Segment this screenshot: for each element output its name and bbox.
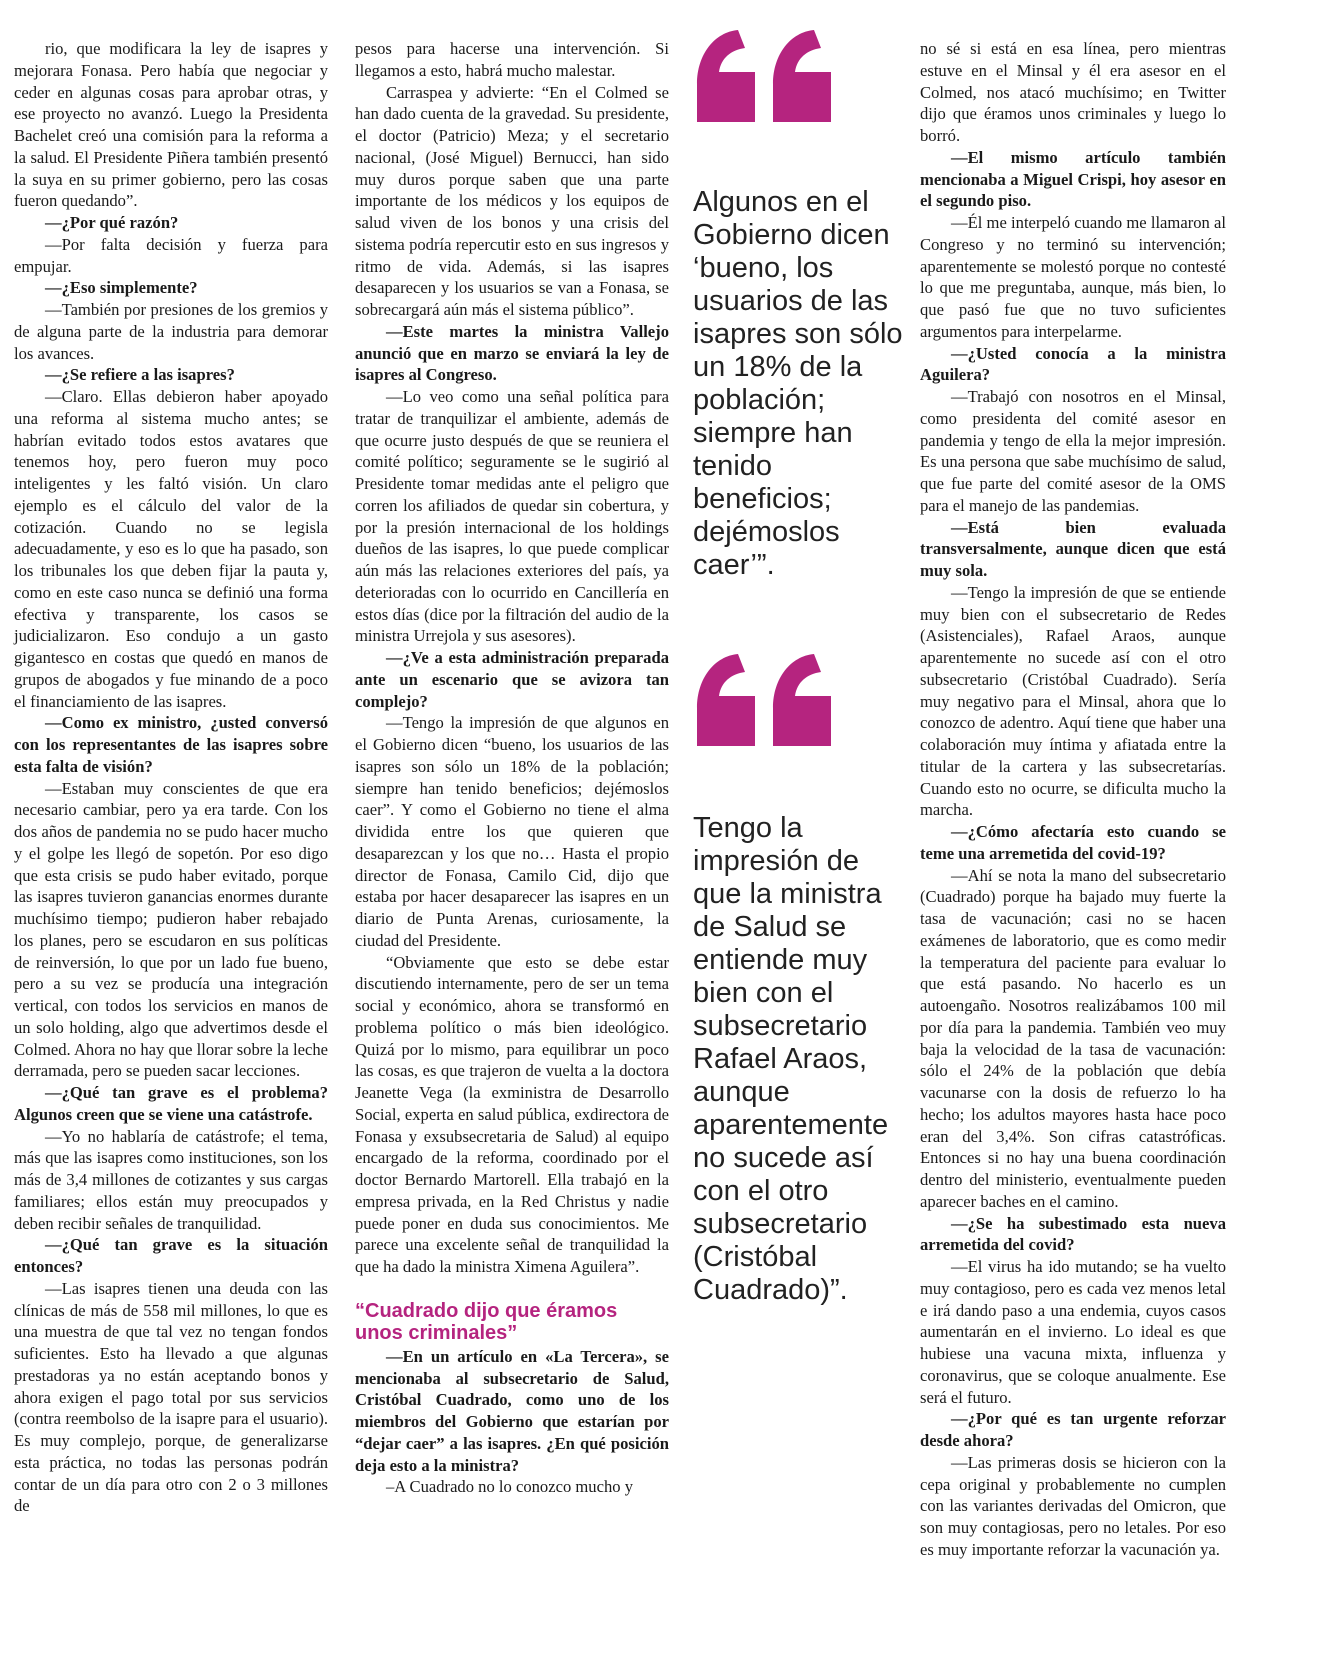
interview-question: —¿Usted conocía a la ministra Aguilera? — [920, 343, 1226, 385]
interview-question: —¿Ve a esta administración preparada ante un escenario que se avizora tan complejo? — [355, 648, 669, 711]
interview-question: —Este martes la ministra Vallejo anunció que en marzo se enviará la ley de isapres al Congreso. — [355, 321, 669, 385]
body-paragraph: —Por falta decisión y fuerza para empujar. — [14, 234, 328, 276]
interview-question: —Está bien evaluada transversalmente, aunque dicen que está muy sola. — [920, 517, 1226, 580]
body-paragraph: —Lo veo como una señal política para tratar de tranquilizar el ambiente, además de que ocurre justo después de que se reuniera el comité político; seguramente se le sugirió al Presidente tomar medidas ante el peligro que corren los afiliados de quedar sin cobertura, y por la presión internacional de los holdings dueños de las isapres, lo que puede complicar aún más las relaciones exteriores del país, ya deterioradas con lo ocurrido en Cancillería en estos días (dice por la filtración del audio de la ministra Urrejola y sus asesores). — [355, 387, 669, 646]
interview-question: —¿Qué tan grave es la situación entonces? — [14, 1235, 328, 1276]
body-paragraph: —También por presiones de los gremios y de alguna parte de la industria para demorar los avances. — [14, 300, 328, 363]
body-paragraph: —Estaban muy conscientes de que era necesario cambiar, pero ya era tarde. Con los dos años de pandemia no se pudo hacer mucho y el golpe les llegó de sopetón. Por eso digo que esta crisis se pudo haber evitado, porque las isapres tuvieron ganancias enormes durante muchísimo tiempo; pudieron haber rebajado los planes, pero se escudaron en sus políticas de reinversión, lo que por un lado fue bueno, pero a su vez se producía una integración vertical, con todos los servicios en manos de un solo holding, algo que advertimos desde el Colmed. Ahora no hay que llorar sobre la leche derramada, pero se pueden sacar lecciones. — [14, 778, 328, 1081]
interview-question: —¿Se ha subestimado esta nueva arremetida del covid? — [920, 1213, 1226, 1255]
article-column-2 — [355, 38, 669, 1498]
article-column-1 — [14, 38, 328, 1517]
pull-quote-text: Algunos en el Gobierno dicen ‘bueno, los usuarios de las isapres son sólo un 18% de la población; siempre han tenido beneficios; dejémoslos caer’”. — [693, 186, 903, 581]
interview-question: —Como ex ministro, ¿usted conversó con los representantes de las isapres sobre esta falta de visión? — [14, 713, 328, 776]
section-subheading: “Cuadrado dijo que éramos unos criminales” — [355, 1299, 618, 1344]
body-paragraph: —Las primeras dosis se hicieron con la cepa original y probablemente no cumplen con las variantes derivadas del Omicron, que son muy contagiosas, pero no letales. Por eso es muy importante reforzar la vacunación ya. — [920, 1452, 1226, 1559]
interview-question: —¿Qué tan grave es el problema? Algunos creen que se viene una catástrofe. — [14, 1083, 328, 1124]
body-paragraph: —Trabajó con nosotros en el Minsal, como presidenta del comité asesor en pandemia y tengo de ella la mejor impresión. Es una persona que sabe muchísimo de salud, que fue parte del comité asesor de la OMS para el manejo de las pandemias. — [920, 387, 1226, 515]
interview-question: —¿Eso simplemente? — [45, 278, 198, 298]
body-paragraph: —Yo no hablaría de catástrofe; el tema, más que las isapres como instituciones, son los más de 3,4 millones de cotizantes y sus cargas familiares; ellos están muy preocupados y deben recibir señales de tranquilidad. — [14, 1126, 328, 1233]
interview-question: —El mismo artículo también mencionaba a Miguel Crispi, hoy asesor en el segundo piso. — [920, 147, 1226, 211]
interview-question: —¿Por qué razón? — [45, 213, 179, 232]
article-column-4 — [920, 38, 1226, 1561]
body-paragraph: —Tengo la impresión de que algunos en el Gobierno dicen “bueno, los usuarios de las isapres son sólo un 18% de la población; siempre han tenido beneficios; dejémoslos caer”. Y como el Gobierno no tiene el alma dividida entre los que quieren que desaparezcan y los que no… Hasta el propio director de Fonasa, Camilo Cid, dijo que estaba por hacer desaparecer las isapres en un diario de Punta Arenas, curiosamente, la ciudad del Presidente. — [355, 713, 669, 950]
interview-question: —¿Por qué es tan urgente reforzar desde ahora? — [920, 1409, 1226, 1450]
body-paragraph: Carraspea y advierte: “En el Colmed se han dado cuenta de la gravedad. Su presidente, el doctor (Patricio) Meza; y el secretario nacional, (José Miguel) Bernucci, han sido muy duros porque saben que una parte importante de los médicos y los equipos de salud viven de los bonos y una crisis del sistema podría repercutir esto en sus ingresos y ritmo de vida. Además, si las isapres desaparecen y los usuarios se van a Fonasa, se sobrecargará aún más el sistema público”. — [355, 82, 669, 319]
body-paragraph: –A Cuadrado no lo conozco mucho y — [386, 1477, 634, 1497]
continued-paragraph: pesos para hacerse una intervención. Si llegamos a esto, habrá mucho malestar. — [355, 39, 669, 80]
body-paragraph: “Obviamente que esto se debe estar discutiendo internamente, pero de ser un tema social y económico, ahora se transformó en problema político o más bien ideológico. Quizá por lo mismo, para equilibrar un poco las cosas, es que trajeron de vuelta a la doctora Jeanette Vega (la exministra de Desarrollo Social, experta en salud pública, exdirectora de Fonasa y exsubsecretaria de Salud) al equipo encargado de la reforma, coordinado por el doctor Bernardo Martorell. Ella trabajó en la empresa privada, en la Red Christus y nadie puede poner en duda sus conocimientos. Me parece una excelente señal de tranquilidad la que ha dado la ministra Ximena Aguilera”. — [355, 952, 669, 1276]
body-paragraph: rio, que modificara la ley de isapres y mejorara Fonasa. Pero había que negociar y ceder en algunas cosas para aprobar otras, y ese proyecto no avanzó. Luego la Presidenta Bachelet creó una comisión para la reforma a la salud. El Presidente Piñera también presentó la suya en su primer gobierno, pero las cosas fueron quedando”. — [14, 39, 328, 211]
pull-quote-text: Tengo la impresión de que la ministra de Salud se entiende muy bien con el subsecretario Rafael Araos, aunque aparentemente no sucede así con el otro subsecretario (Cristóbal Cuadrado)”. — [693, 812, 889, 1306]
body-paragraph: —Él me interpeló cuando me llamaron al Congreso y no terminó su intervención; aparentemente se molestó porque no contesté lo que me preguntaba, aunque, más bien, lo que pasó fue que no tuvo suficientes argumentos para interpelarme. — [920, 213, 1226, 341]
body-paragraph: —El virus ha ido mutando; se ha vuelto muy contagioso, pero es cada vez menos letal e irá dando paso a una endemia, cuyos casos aumentarán en el invierno. Lo ideal es que hubiese una vacuna mixta, influenza y coronavirus, que se coloque anualmente. Ese será el futuro. — [920, 1257, 1226, 1407]
open-quote-icon — [693, 650, 843, 750]
continued-paragraph: no sé si está en esa línea, pero mientras estuve en el Minsal y él era asesor en el Colmed, nos atacó muchísimo; en Twitter dijo que éramos unos criminales y luego lo borró. — [920, 39, 1226, 145]
body-paragraph: —Ahí se nota la mano del subsecretario (Cuadrado) porque ha bajado muy fuerte la tasa de vacunación; casi no se hacen exámenes de laboratorio, que es como medir la temperatura del paciente para evaluar lo que está pasando. No hacerlo es un autoengaño. Nosotros realizábamos 100 mil por día para la pandemia. También veo muy baja la velocidad de la tasa de vacunación: sólo el 24% de la población que debía vacunarse con la dosis de refuerzo lo ha hecho; los adultos mayores hasta hace poco eran del 3,4%. Son cifras catastróficas. Entonces si no hay una buena coordinación dentro del ministerio, eventualmente pueden aparecer baches en el camino. — [920, 865, 1226, 1211]
body-paragraph: —Tengo la impresión de que se entiende muy bien con el subsecretario de Redes (Asistenciales), Rafael Araos, aunque aparentemente no sucede así con el otro subsecretario (Cristóbal Cuadrado). Sería muy negativo para el Minsal, ahora que lo conozco de adentro. Aquí tiene que haber una colaboración muy íntima y afiatada entre la titular de la cartera y las subsecretarías. Cuando esto no ocurre, se dificulta mucho la marcha. — [920, 582, 1226, 820]
interview-question: —¿Cómo afectaría esto cuando se teme una arremetida del covid-19? — [920, 822, 1226, 863]
interview-question: —¿Se refiere a las isapres? — [45, 365, 235, 385]
body-paragraph: —Claro. Ellas debieron haber apoyado una reforma al sistema mucho antes; se habrían evitado todos estos avatares que tenemos hoy, pero fueron muy poco inteligentes y les faltó visión. Un claro ejemplo es el cálculo del valor de la cotización. Cuando no se legisla adecuadamente, y eso es lo que ha pasado, son los tribunales los que deben fijar la pauta y, como en este caso nunca se definió una forma efectiva y transparente, los casos se judicializaron. Eso condujo a un gasto gigantesco en costas que quedó en manos de grupos de abogados y fue minando de a poco el financiamiento de las isapres. — [14, 387, 328, 711]
body-paragraph: —Las isapres tienen una deuda con las clínicas de más de 558 mil millones, lo que es una muestra de que tal vez no tengan fondos suficientes. Esto ha llevado a que algunas prestadoras ya no están aceptando bonos y ahora exigen el pago total por sus servicios (contra reembolso de la isapre para el usuario). Es muy complejo, porque, de generalizarse esta práctica, no todas las personas podrán contar de un día para otro con 2 o 3 millones de — [14, 1278, 328, 1516]
interview-question: —En un artículo en «La Tercera», se mencionaba al subsecretario de Salud, Cristóbal Cuadrado, como uno de los miembros del Gobierno que estarían por “dejar caer” a las isapres. ¿En qué posición deja esto a la ministra? — [355, 1346, 669, 1475]
open-quote-icon — [693, 26, 843, 126]
